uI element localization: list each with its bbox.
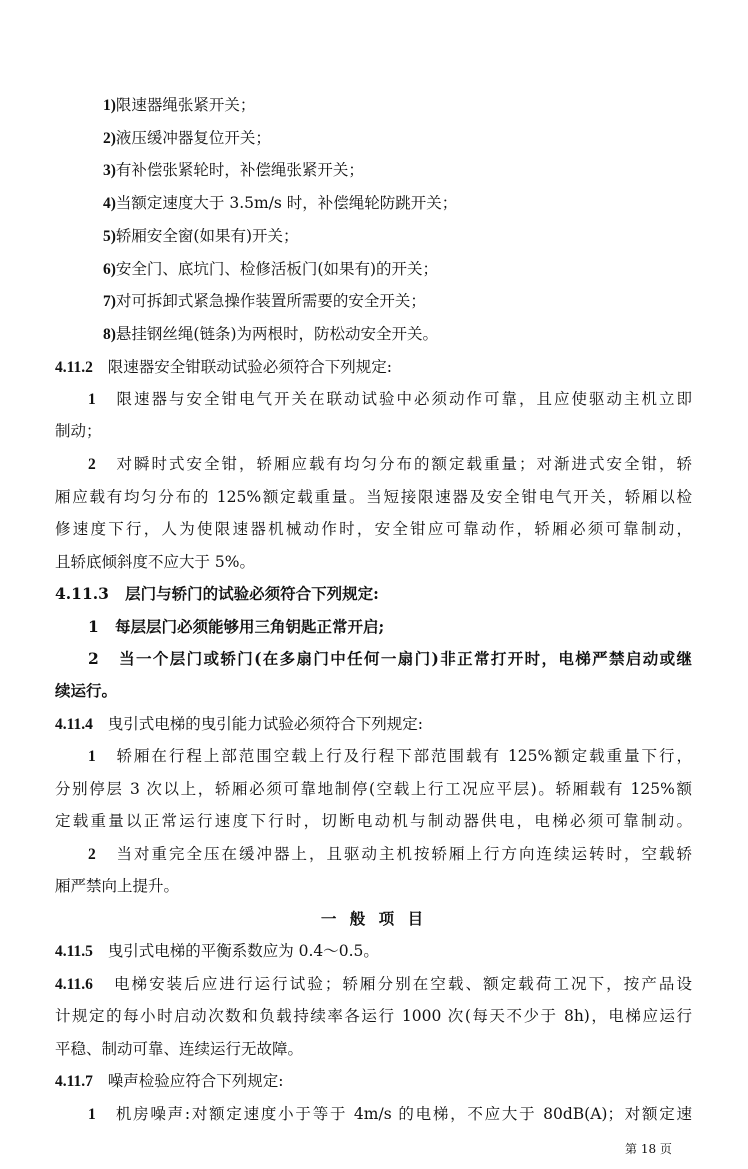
- paragraph-line: 计规定的每小时启动次数和负载持续率各运行 1000 次(每天不少于 8h)，电梯应运行: [55, 1007, 692, 1025]
- clause-heading-text: 噪声检验应符合下列规定:: [107, 1072, 284, 1090]
- list-item-number: 8): [103, 326, 116, 343]
- paragraph-line: 且轿底倾斜度不应大于 5%。: [55, 553, 256, 571]
- clause-number: 4.11.3: [55, 584, 109, 603]
- paragraph-line: [88, 389, 692, 410]
- list-item-text: 有补偿张紧轮时，补偿绳张紧开关；: [115, 161, 364, 179]
- item-number: 1: [88, 391, 96, 408]
- clause-heading-text: 限速器安全钳联动试验必须符合下列规定:: [107, 358, 392, 376]
- list-item-number: 6): [103, 261, 116, 278]
- list-item-number: 4): [103, 195, 116, 212]
- paragraph-line: [88, 617, 384, 637]
- paragraph-line: 厢应载有均匀分布的 125%额定载重量。当短接限速器及安全钳电气开关，轿厢以检: [55, 488, 692, 506]
- clause-4-11-5: [55, 941, 379, 962]
- clause-number: 4.11.2: [55, 359, 93, 376]
- paragraph-line: 制动；: [55, 422, 102, 440]
- list-item: [103, 291, 426, 312]
- list-item-text: 安全门、底坑门、检修活板门(如果有)的开关；: [115, 260, 439, 278]
- item-number: 1: [88, 617, 99, 636]
- list-item-text: 对可拆卸式紧急操作装置所需要的安全开关；: [115, 292, 426, 310]
- clause-number: 4.11.6: [55, 976, 93, 993]
- clause-number: 4.11.5: [55, 943, 93, 960]
- list-item: [103, 324, 438, 345]
- paragraph-line: 修速度下行，人为使限速器机械动作时，安全钳应可靠动作，轿厢必须可靠制动，: [55, 520, 692, 538]
- list-item-number: 1): [103, 97, 116, 114]
- list-item: [103, 95, 255, 116]
- clause-heading-text: 曳引式电梯的曳引能力试验必须符合下列规定:: [107, 715, 423, 733]
- list-item: [103, 259, 438, 280]
- clause-4-11-4-heading: [55, 714, 423, 735]
- paragraph-line: [88, 746, 692, 767]
- list-item: [103, 193, 457, 214]
- paragraph-line: 厢严禁向上提升。: [55, 877, 180, 895]
- line-text: 当一个层门或轿门(在多扇门中任何一扇门)非正常打开时，电梯严禁启动或继: [119, 649, 692, 668]
- list-item: [103, 128, 271, 149]
- list-item: [103, 226, 299, 247]
- list-item-text: 当额定速度大于 3.5m/s 时，补偿绳轮防跳开关；: [115, 194, 458, 212]
- clause-4-11-7-heading: [55, 1071, 283, 1092]
- clause-number: 4.11.4: [55, 716, 93, 733]
- item-number: 1: [88, 748, 96, 765]
- paragraph-line: 定载重量以正常运行速度下行时，切断电动机与制动器供电，电梯必须可靠制动。: [55, 812, 692, 830]
- paragraph-line: 分别停层 3 次以上，轿厢必须可靠地制停(空载上行工况应平层)。轿厢载有 125%额: [55, 780, 692, 798]
- list-item-number: 7): [103, 293, 116, 310]
- paragraph-line: [88, 649, 692, 669]
- clause-text: 曳引式电梯的平衡系数应为 0.4～0.5。: [107, 942, 379, 960]
- item-number: 2: [88, 456, 96, 473]
- line-text: 对瞬时式安全钳，轿厢应载有均匀分布的额定载重量；对渐进式安全钳，轿: [116, 455, 692, 473]
- list-item-number: 5): [103, 228, 116, 245]
- list-item-text: 液压缓冲器复位开关；: [115, 129, 271, 147]
- line-text: 机房噪声:对额定速度小于等于 4m/s 的电梯，不应大于 80dB(A)；对额定速: [115, 1105, 692, 1123]
- line-text: 轿厢在行程上部范围空载上行及行程下部范围载有 125%额定载重量下行，: [116, 747, 692, 765]
- clause-heading-text: 层门与轿门的试验必须符合下列规定:: [125, 584, 379, 603]
- clause-number: 4.11.7: [55, 1073, 93, 1090]
- line-text: 电梯安装后应进行运行试验；轿厢分别在空载、额定载荷工况下，按产品设: [113, 975, 692, 993]
- page-number: 第 18 页: [625, 1142, 672, 1156]
- item-number: 2: [88, 649, 99, 668]
- paragraph-line: [88, 1104, 692, 1125]
- paragraph-line: 续运行。: [55, 681, 118, 700]
- section-heading: 一 般 项 目: [320, 909, 428, 928]
- list-item-number: 2): [103, 130, 116, 147]
- list-item: [103, 160, 364, 181]
- list-item-text: 悬挂钢丝绳(链条)为两根时，防松动安全开关。: [115, 325, 439, 343]
- line-text: 当对重完全压在缓冲器上，且驱动主机按轿厢上行方向连续运转时，空载轿: [116, 845, 692, 863]
- line-text: 限速器与安全钳电气开关在联动试验中必须动作可靠，且应使驱动主机立即: [116, 390, 692, 408]
- paragraph-line: 平稳、制动可靠、连续运行无故障。: [55, 1040, 304, 1058]
- item-number: 1: [88, 1106, 96, 1123]
- list-item-text: 轿厢安全窗(如果有)开关；: [115, 227, 299, 245]
- paragraph-line: [88, 454, 692, 475]
- line-text: 每层层门必须能够用三角钥匙正常开启;: [115, 617, 385, 636]
- paragraph-line: [88, 844, 692, 865]
- clause-4-11-6: [55, 974, 692, 995]
- item-number: 2: [88, 846, 96, 863]
- clause-4-11-2-heading: [55, 357, 392, 378]
- clause-4-11-3-heading: [55, 584, 379, 604]
- list-item-number: 3): [103, 162, 116, 179]
- list-item-text: 限速器绳张紧开关；: [115, 96, 256, 114]
